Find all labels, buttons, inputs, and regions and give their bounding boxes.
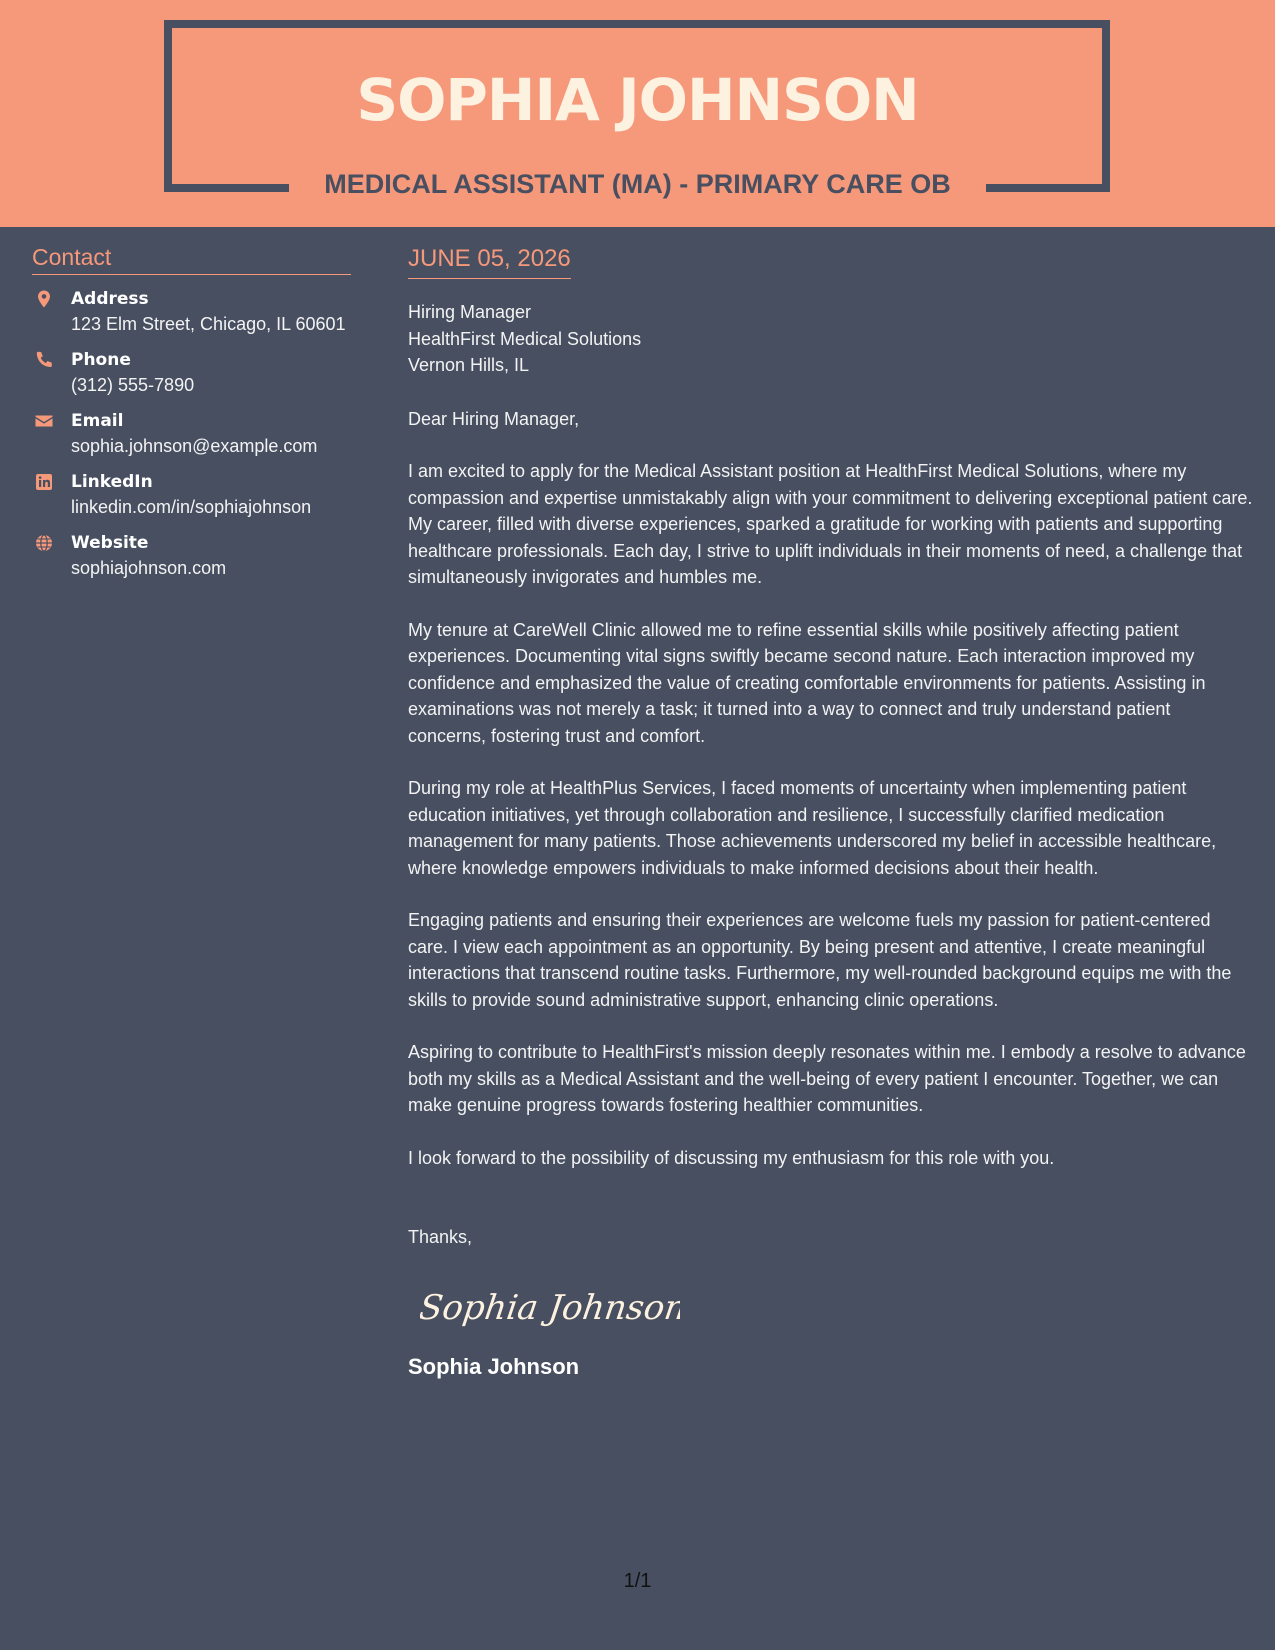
letter-paragraph: Engaging patients and ensuring their experiences are welcome fuels my passion for patient-centered care. I view each appointment as an opportunity. By being present and attentive, I create meaningful interactions that transcend routine tasks. Furthermore, my well-rounded background equips me with the skills to provide sound administrative support, enhancing clinic operations. bbox=[408, 910, 1232, 1010]
contact-value: (312) 555-7890 bbox=[71, 375, 195, 395]
letter-paragraph: During my role at HealthPlus Services, I faced moments of uncertainty when implementing patient education initiatives, yet through collaboration and resilience, I successfully clarified medication management for many patients. Those achievements underscored my belief in accessible healthcare, where knowledge empowers individuals to make informed decisions about their health. bbox=[408, 778, 1217, 878]
contact-label: Address bbox=[71, 289, 149, 309]
salutation: Dear Hiring Manager, bbox=[408, 408, 580, 429]
date-block bbox=[408, 243, 571, 279]
contact-value: sophia.johnson@example.com bbox=[71, 436, 318, 456]
letter-paragraph: My tenure at CareWell Clinic allowed me to refine essential skills while positively affecting patient experiences. Documenting vital signs swiftly became second nature. Each interaction improved my confidence and emphasized the value of creating comfortable environments for patients. Assisting in examinations was not merely a task; it turned into a way to connect and truly understand patient concerns, fostering trust and comfort. bbox=[408, 619, 1206, 746]
contact-label: Website bbox=[71, 533, 149, 553]
closing: Thanks, bbox=[408, 1227, 473, 1247]
header-banner bbox=[0, 0, 1275, 227]
page-number: 1/1 bbox=[623, 1570, 652, 1592]
contact-value: 123 Elm Street, Chicago, IL 60601 bbox=[71, 314, 346, 334]
job-title: MEDICAL ASSISTANT (MA) - PRIMARY CARE OB bbox=[289, 160, 986, 208]
globe-icon bbox=[34, 533, 54, 553]
signer-name: Sophia Johnson bbox=[408, 1353, 580, 1379]
letter-paragraph: I look forward to the possibility of discussing my enthusiasm for this role with you. bbox=[408, 1147, 1055, 1168]
contact-label: LinkedIn bbox=[71, 472, 153, 492]
contact-address bbox=[32, 287, 351, 337]
letter-body bbox=[408, 243, 1253, 1382]
letter-paragraph: Aspiring to contribute to HealthFirst's mission deeply resonates within me. I embody a resolve to advance both my skills as a Medical Assistant and the well-being of every patient I encounter. Together, we can make genuine progress towards fostering healthier communities. bbox=[408, 1042, 1246, 1115]
letter-date: JUNE 05, 2026 bbox=[408, 245, 571, 272]
envelope-icon bbox=[34, 411, 54, 431]
contact-value: linkedin.com/in/sophiajohnson bbox=[71, 497, 312, 517]
contact-heading: Contact bbox=[32, 243, 351, 275]
recipient-company: HealthFirst Medical Solutions bbox=[408, 328, 642, 349]
contact-label: Email bbox=[71, 411, 124, 431]
contact-website bbox=[32, 531, 351, 581]
recipient-block bbox=[408, 299, 1253, 379]
contact-email bbox=[32, 409, 351, 459]
recipient-location: Vernon Hills, IL bbox=[408, 355, 530, 375]
linkedin-icon bbox=[34, 472, 54, 492]
letter-paragraph: I am excited to apply for the Medical Assistant position at HealthFirst Medical Solutions, where my compassion and expertise unmistakably align with your commitment to delivering exceptional patient care. My career, filled with diverse experiences, sparked a gratitude for working with patients and supporting healthcare professionals. Each day, I strive to uplift individuals in their moments of need, a challenge that simultaneously invigorates and humbles me. bbox=[408, 461, 1253, 587]
contact-linkedin bbox=[32, 470, 351, 520]
applicant-name: SOPHIA JOHNSON bbox=[356, 66, 919, 134]
contact-label: Phone bbox=[71, 350, 131, 370]
contact-value: sophiajohnson.com bbox=[71, 558, 227, 578]
map-pin-icon bbox=[34, 289, 54, 309]
phone-icon bbox=[34, 350, 54, 370]
recipient-title: Hiring Manager bbox=[408, 302, 532, 322]
svg-text:Sophia Johnson: Sophia Johnson bbox=[420, 1287, 680, 1328]
contact-phone bbox=[32, 348, 351, 398]
contact-sidebar bbox=[32, 243, 351, 592]
handwritten-signature bbox=[420, 1275, 680, 1337]
